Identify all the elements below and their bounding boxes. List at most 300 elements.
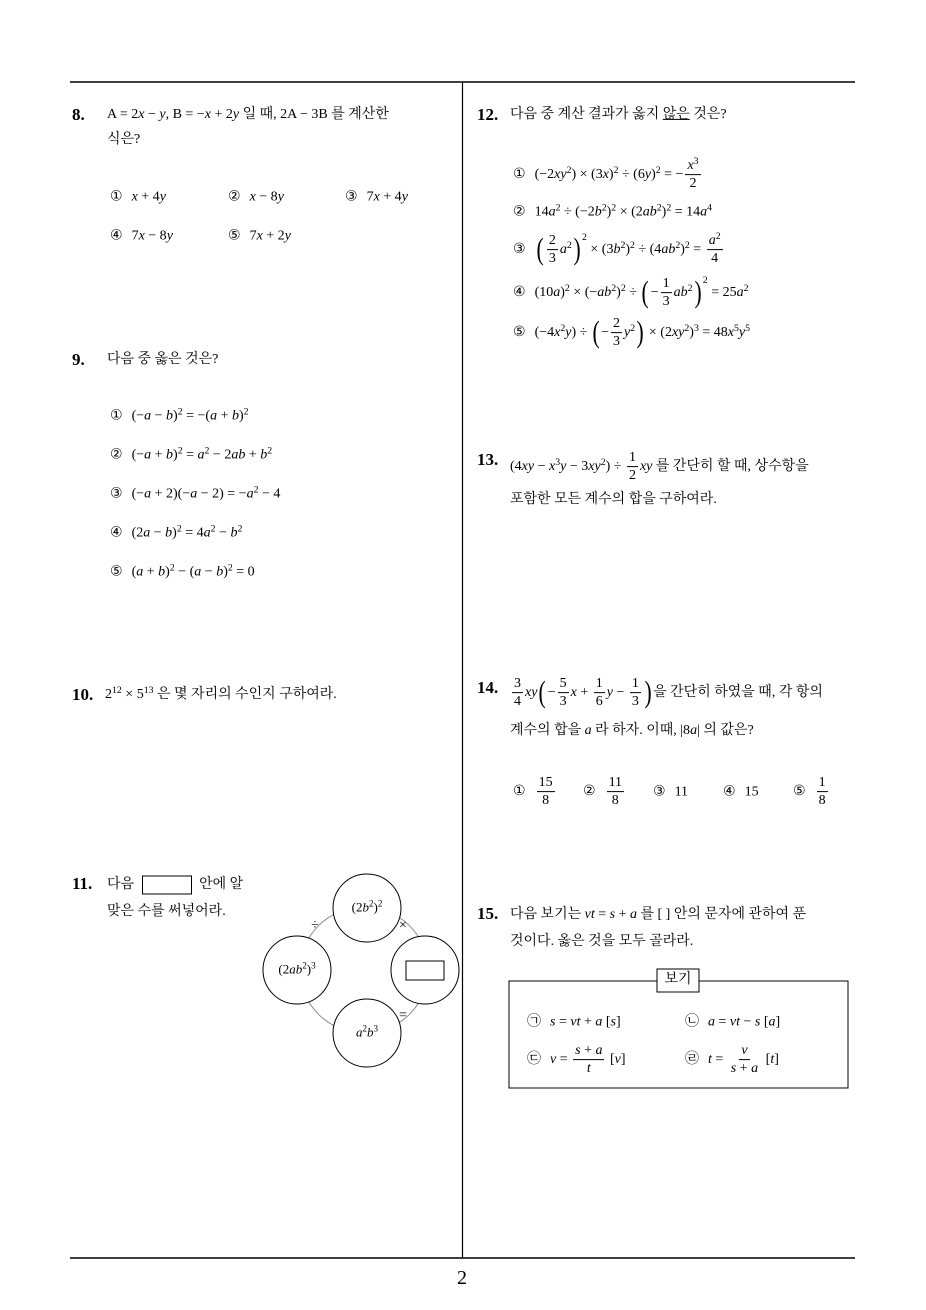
denominator <box>594 694 605 710</box>
math-variable: t <box>586 1061 591 1077</box>
math-text: (−a + 2)(−a − 2) = −a <box>131 486 254 502</box>
math-text: y − <box>606 685 628 701</box>
superscript: 2 <box>620 240 626 252</box>
math-variable: xy <box>639 459 653 475</box>
q8-choice-2 <box>228 187 284 206</box>
superscript: 2 <box>630 323 636 335</box>
math-text <box>587 1062 591 1077</box>
denominator <box>610 793 621 809</box>
math-text: 1 <box>628 450 636 466</box>
math-variable: a <box>194 564 202 580</box>
math-text: × (2ab <box>616 204 657 220</box>
math-variable: a <box>197 447 205 463</box>
denominator <box>661 294 672 310</box>
choice-expression <box>132 408 249 423</box>
math-text: 7x + 4y <box>366 189 408 205</box>
big-parentheses <box>591 316 646 350</box>
numerator <box>573 1043 604 1060</box>
math-text: = a <box>182 447 205 463</box>
superscript: 2 <box>702 275 708 286</box>
math-text: ) ÷ <box>605 459 625 475</box>
math-variable: a <box>144 486 152 502</box>
question-number-11: 11. <box>72 873 93 893</box>
korean-text: 를 계산한 <box>327 106 389 122</box>
math-variable: x <box>570 685 577 701</box>
left-paren: ( <box>538 675 547 710</box>
superscript: 2 <box>684 240 690 252</box>
korean-text: 을 간단히 하였을 때, 각 항의 <box>653 685 823 701</box>
numerator <box>627 450 638 467</box>
math-variable: x <box>204 106 211 122</box>
math-text: = <box>689 242 705 258</box>
korean-text: 안에 알 <box>195 877 244 893</box>
math-text: 7x + 2y <box>249 228 291 244</box>
math-variable: a <box>595 1014 603 1030</box>
superscript: 2 <box>582 232 587 243</box>
math-text: × (−ab <box>569 285 612 301</box>
math-text: (2b <box>351 899 369 915</box>
choice-expression <box>132 228 173 243</box>
superscript: 12 <box>112 685 122 697</box>
q14-choice-5 <box>793 775 830 809</box>
answer-blank-box <box>142 876 192 895</box>
math-variable: b <box>166 408 174 424</box>
choice-expression <box>132 525 243 540</box>
math-text: 6 <box>595 694 603 710</box>
superscript: 2 <box>566 240 572 252</box>
math-variable: b <box>260 447 268 463</box>
superscript: 2 <box>675 240 681 252</box>
math-text: − <box>547 685 556 701</box>
fraction <box>547 233 558 267</box>
math-text: vt = s + a <box>584 906 637 922</box>
numerator <box>685 158 700 175</box>
korean-text: 계수의 합을 <box>510 722 585 738</box>
fraction <box>627 450 638 484</box>
math-text: − 4 <box>258 486 281 502</box>
fraction <box>661 276 672 310</box>
q13-text-line-2 <box>510 491 717 509</box>
math-text: (−4x <box>534 325 561 341</box>
superscript: 2 <box>687 283 693 295</box>
choice-mark: ④ <box>723 783 736 800</box>
math-variable: a <box>768 1014 776 1030</box>
math-variable: s <box>730 1061 737 1077</box>
choice-expression <box>534 275 749 310</box>
math-variable: s <box>610 1014 616 1030</box>
math-text: x − 8y <box>249 189 284 205</box>
math-text: 15 <box>744 784 759 800</box>
q8-choice-3 <box>345 187 408 206</box>
bogi-item-mark: ㉣ <box>685 1051 699 1068</box>
math-variable: b <box>216 564 224 580</box>
q10-text-line-1 <box>105 686 337 704</box>
math-variable: vt <box>729 1014 741 1030</box>
choice-expression <box>534 156 703 192</box>
math-variable: y <box>166 228 173 244</box>
math-text: 3 <box>631 694 639 710</box>
korean-text: 를 [ ] 안의 문자에 관하여 푼 <box>637 906 807 922</box>
math-variable: y <box>277 189 284 205</box>
math-text: ) <box>606 204 612 220</box>
superscript: 2 <box>743 283 749 295</box>
math-variable: ab <box>661 242 676 258</box>
math-text <box>640 459 652 474</box>
diagram-equals-operator: = <box>399 1007 407 1023</box>
choice-mark: ② <box>513 203 526 220</box>
paren-content <box>548 676 643 710</box>
math-text: 1 <box>818 775 826 791</box>
superscript: 2 <box>684 323 690 335</box>
math-text: ÷ (−2b <box>560 204 602 220</box>
math-variable: vt <box>584 906 595 922</box>
q9-choice-2 <box>110 445 272 464</box>
superscript: 2 <box>210 523 216 535</box>
big-parentheses <box>535 233 582 267</box>
math-text: ) × (3x) <box>571 167 614 183</box>
math-variable: a <box>751 1061 759 1077</box>
q9-choice-4 <box>110 523 242 542</box>
math-text: 2 <box>613 316 620 332</box>
numerator <box>707 233 723 250</box>
superscript: 2 <box>620 283 626 295</box>
math-text: − b <box>215 525 238 541</box>
math-text <box>367 1025 374 1040</box>
math-text: ) <box>625 242 631 258</box>
page-number: 2 <box>457 1267 467 1289</box>
math-variable: x <box>256 228 263 244</box>
math-text: 7x − 8y <box>131 228 173 244</box>
math-text: − 2ab + b <box>209 447 268 463</box>
left-paren: ( <box>536 232 544 267</box>
q11-text-line-1 <box>107 876 243 895</box>
math-text: (a + b) <box>131 564 170 580</box>
superscript: 2 <box>237 523 243 535</box>
superscript: 2 <box>656 202 662 214</box>
question-number-14: 14. <box>477 677 499 697</box>
math-text: 11 <box>608 775 623 791</box>
q8-text-line-1 <box>107 106 389 124</box>
math-text: ÷ (4ab <box>634 242 676 258</box>
math-variable: a <box>355 1024 363 1040</box>
q9-choice-1 <box>110 406 249 425</box>
math-variable: a <box>203 525 211 541</box>
math-variable: v <box>550 1052 557 1068</box>
math-variable: x <box>249 189 256 205</box>
math-text: − (a − b) <box>174 564 228 580</box>
q12-choice-2 <box>513 202 712 221</box>
math-text: 1 <box>662 276 670 292</box>
diagram-label-left <box>278 962 315 979</box>
superscript: 2 <box>253 484 259 496</box>
q12-choice-4 <box>513 276 749 310</box>
math-variable: y <box>624 325 631 341</box>
math-variable: xy <box>521 459 535 475</box>
math-variable: xy <box>588 459 601 475</box>
paren-content <box>601 316 635 350</box>
numerator <box>547 233 558 250</box>
math-text: A = 2x − y, B = −x + 2y <box>107 106 240 122</box>
question-number-8: 8. <box>72 104 85 124</box>
math-text: s + a <box>575 1043 603 1059</box>
math-variable: x <box>602 167 609 183</box>
math-text: 3 <box>548 251 556 267</box>
q14-choice-3 <box>653 782 688 801</box>
choice-expression <box>815 775 830 809</box>
math-variable: ab <box>673 285 688 301</box>
korean-text: 것이다. 옳은 것을 모두 골라라. <box>510 933 694 949</box>
denominator <box>709 251 720 267</box>
math-text: 3 <box>514 676 521 692</box>
superscript: 2 <box>613 165 619 177</box>
choice-mark: ⑤ <box>793 783 806 800</box>
math-text: 3 <box>662 294 670 310</box>
fraction <box>512 676 523 710</box>
math-text: ÷ (6y) <box>618 167 656 183</box>
superscript: 13 <box>143 685 154 697</box>
big-parentheses <box>537 676 653 710</box>
math-variable: a <box>630 906 637 922</box>
choice-expression <box>675 784 688 799</box>
choice-expression <box>132 447 273 462</box>
superscript: 2 <box>176 523 182 535</box>
numerator <box>537 775 555 792</box>
superscript: 2 <box>204 445 210 457</box>
math-text: 11 <box>674 784 689 800</box>
numerator <box>630 676 641 693</box>
math-variable: v <box>741 1043 748 1059</box>
q9-choice-3 <box>110 484 280 503</box>
math-text: ) <box>373 899 378 915</box>
math-variable: a <box>553 285 561 301</box>
math-variable: a <box>143 525 151 541</box>
q14-choice-4 <box>723 782 759 801</box>
choice-expression <box>535 775 557 809</box>
math-text: s + a <box>730 1061 759 1077</box>
math-variable: v <box>614 1052 621 1068</box>
math-variable: a <box>136 564 144 580</box>
fraction <box>630 676 641 710</box>
fraction <box>685 158 700 192</box>
math-variable: xy <box>554 167 567 183</box>
choice-expression <box>132 486 281 501</box>
q15-text-line-1 <box>510 906 806 924</box>
choice-mark: ④ <box>110 227 123 244</box>
q12-choice-3 <box>513 233 725 267</box>
q9-text-line-1 <box>107 351 218 369</box>
q15-text-line-2 <box>510 933 693 951</box>
diagram-divide-operator: ÷ <box>311 917 319 933</box>
superscript: 2 <box>715 231 721 243</box>
math-text: a = vt − s [a] <box>708 1014 781 1030</box>
math-variable: b <box>158 564 166 580</box>
math-text: 2 <box>628 468 636 484</box>
superscript: 2 <box>566 165 572 177</box>
math-text: 4 <box>514 694 521 710</box>
math-text: 4 <box>711 251 719 267</box>
superscript: 2 <box>611 283 617 295</box>
choice-expression <box>605 775 626 809</box>
math-variable: y <box>565 325 572 341</box>
math-variable: b <box>230 525 238 541</box>
math-text: 1 <box>595 676 603 692</box>
math-text: (2a − b) <box>131 525 177 541</box>
numerator <box>607 775 624 792</box>
bogi-item-2 <box>685 1012 780 1031</box>
math-variable: a <box>548 204 556 220</box>
korean-text: 다음 중 옳은 것은? <box>107 351 219 367</box>
q13-text-line-1 <box>510 450 809 484</box>
choice-expression <box>535 231 725 267</box>
math-text: = 4a <box>181 525 211 541</box>
korean-text: 다음 중 계산 결과가 옳지 <box>510 106 663 122</box>
choice-expression <box>534 315 751 350</box>
math-text: s = vt + a [s] <box>550 1014 621 1030</box>
question-number-10: 10. <box>72 684 94 704</box>
superscript: 2 <box>564 283 570 295</box>
math-text: (−a − b) <box>131 408 178 424</box>
math-variable: x <box>138 106 145 122</box>
math-variable: t <box>708 1052 712 1068</box>
choice-mark: ① <box>110 407 123 424</box>
q12-text-line-1 <box>510 106 727 124</box>
choice-mark: ③ <box>110 485 123 502</box>
numerator <box>594 676 605 693</box>
math-variable: a <box>595 1043 603 1059</box>
q14-choice-2 <box>583 775 626 809</box>
choice-mark: ③ <box>345 188 358 205</box>
math-text: (10a) <box>534 285 565 301</box>
math-text: − <box>601 325 609 341</box>
korean-text: 것은? <box>689 106 727 122</box>
math-variable: s <box>754 1014 761 1030</box>
q8-text-line-2 <box>107 131 140 149</box>
numerator <box>817 775 828 792</box>
bogi-item-1 <box>527 1012 621 1031</box>
diagram-label-top <box>352 900 383 917</box>
math-variable: b <box>362 899 369 915</box>
superscript: 2 <box>169 562 175 574</box>
math-text: ) <box>616 285 621 301</box>
superscript: 2 <box>377 899 383 910</box>
bogi-item-3 <box>527 1043 626 1077</box>
math-text: [v] <box>606 1052 626 1068</box>
math-variable: y <box>159 189 166 205</box>
superscript: 2 <box>227 562 233 574</box>
math-variable: b <box>166 447 174 463</box>
math-variable: y <box>401 189 408 205</box>
math-text: 2A − 3B <box>280 106 328 122</box>
math-variable: ab <box>597 285 612 301</box>
denominator <box>547 251 558 267</box>
q14-choice-1 <box>513 775 557 809</box>
math-variable: y <box>644 167 652 183</box>
korean-text: 의 값은? <box>699 722 754 738</box>
fraction <box>573 1043 604 1077</box>
superscript: 3 <box>555 457 561 469</box>
numerator <box>661 276 672 293</box>
q8-choice-1 <box>110 187 166 206</box>
math-text <box>356 1025 363 1040</box>
math-text: × (2xy <box>645 325 685 341</box>
fraction <box>611 316 622 350</box>
q11-text-line-2 <box>107 903 226 921</box>
denominator <box>817 793 828 809</box>
math-text: 8 <box>542 793 550 809</box>
q8-choice-5 <box>228 226 291 245</box>
q12-choice-1 <box>513 158 703 192</box>
superscript: 2 <box>600 457 606 469</box>
math-text <box>585 723 592 738</box>
math-variable: x <box>727 325 734 341</box>
math-variable: ab <box>231 447 246 463</box>
math-text: x + <box>570 685 592 701</box>
math-variable: a <box>559 242 567 258</box>
math-variable: s <box>550 1014 556 1030</box>
korean-text: 다음 보기는 <box>510 906 585 922</box>
choice-expression <box>745 784 759 799</box>
choice-mark: ① <box>513 783 526 800</box>
numerator <box>558 676 569 693</box>
superscript: 3 <box>693 156 699 168</box>
question-number-9: 9. <box>72 349 85 369</box>
math-variable: x <box>138 228 145 244</box>
superscript: 2 <box>601 202 607 214</box>
numerator <box>739 1043 749 1060</box>
superscript: 3 <box>311 961 316 972</box>
math-text: (4xy − x <box>510 459 556 475</box>
math-text: 8 <box>818 793 826 809</box>
math-variable: a <box>144 447 152 463</box>
question-number-15: 15. <box>477 903 499 923</box>
math-variable: s <box>575 1043 581 1059</box>
math-variable: a <box>584 722 592 738</box>
right-paren: ) <box>644 675 652 710</box>
choice-mark: ② <box>110 446 123 463</box>
superscript: 2 <box>177 406 183 418</box>
math-variable: b <box>613 242 621 258</box>
superscript: 2 <box>302 961 307 972</box>
math-variable: y <box>284 228 291 244</box>
bogi-item-expression <box>550 1043 626 1077</box>
denominator <box>540 793 551 809</box>
choice-expression <box>132 564 255 579</box>
math-text: 3 <box>559 694 567 710</box>
diagram-circle-right <box>391 936 459 1004</box>
bogi-item-expression <box>708 1043 779 1077</box>
math-text: = 14a <box>671 204 708 220</box>
math-variable: y <box>738 325 746 341</box>
math-variable: s <box>609 906 616 922</box>
math-variable: ab <box>642 204 657 220</box>
bogi-item-expression <box>708 1014 780 1029</box>
math-text: = −(a + b) <box>182 408 244 424</box>
math-variable: xy <box>525 685 538 701</box>
q12-choice-5 <box>513 316 750 350</box>
korean-text: 포함한 모든 계수의 합을 구하여라. <box>510 491 717 507</box>
choice-mark: ⑤ <box>228 227 241 244</box>
math-variable: a <box>144 408 152 424</box>
denominator <box>729 1061 760 1077</box>
superscript: 2 <box>267 445 273 457</box>
choice-mark: ⑤ <box>513 324 526 341</box>
math-text: y − 3xy <box>560 459 601 475</box>
korean-text: 라 하자. 이때, <box>591 722 681 738</box>
math-text: = 48x <box>698 325 734 341</box>
superscript: 2 <box>243 406 249 418</box>
math-text <box>674 285 688 300</box>
superscript: 3 <box>373 1024 379 1035</box>
